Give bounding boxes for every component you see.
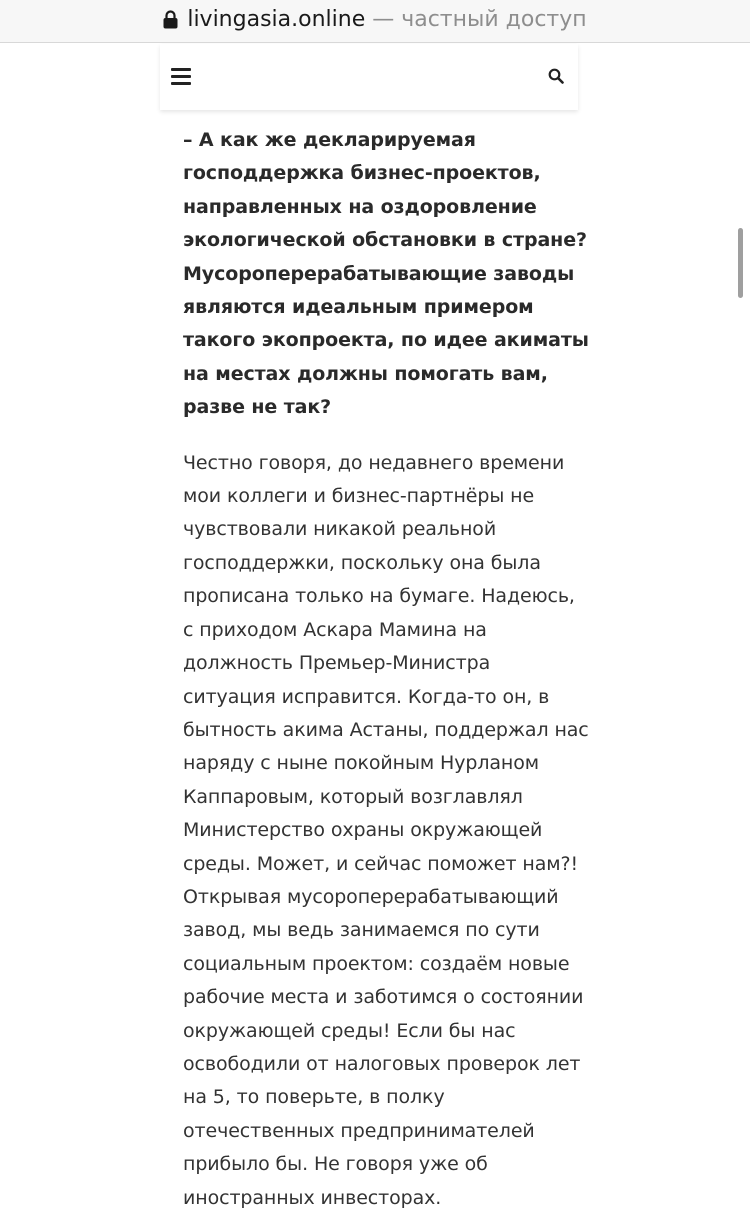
question-line: Мусороперерабатывающие заводы xyxy=(183,262,575,285)
interview-question xyxy=(183,124,589,425)
answer-line: социальным проектом: создаём новые xyxy=(183,952,570,975)
url-domain: livingasia.online xyxy=(187,6,366,32)
article-body xyxy=(183,124,589,1215)
question-line: такого экопроекта, по идее акиматы xyxy=(183,329,589,352)
answer-line: с приходом Аскара Мамина на xyxy=(183,618,487,641)
interview-answer xyxy=(183,447,589,1215)
answer-line: должность Премьер-Министра xyxy=(183,652,491,675)
question-line: на местах должны помогать вам, xyxy=(183,362,548,385)
site-header xyxy=(160,44,578,110)
answer-line: Открывая мусороперерабатывающий xyxy=(183,885,559,908)
url-display[interactable] xyxy=(163,7,586,32)
answer-line: чувствовали никакой реальной xyxy=(183,518,497,541)
answer-line: ситуация исправится. Когда-то он, в xyxy=(183,685,550,708)
question-line: разве не так? xyxy=(183,396,332,419)
url-access-note: частный доступ xyxy=(401,6,587,32)
answer-line: Честно говоря, до недавнего времени xyxy=(183,451,565,474)
answer-line: рабочие места и заботимся о состоянии xyxy=(183,986,584,1009)
answer-line: Каппаровым, который возглавлял xyxy=(183,785,523,808)
url-separator: — xyxy=(372,6,395,32)
question-line: господдержка бизнес-проектов, xyxy=(183,162,541,185)
question-line: являются идеальным примером xyxy=(183,296,534,319)
answer-line: на 5, то поверьте, в полку xyxy=(183,1086,445,1109)
browser-url-bar[interactable] xyxy=(0,0,750,43)
answer-line: Министерство охраны окружающей xyxy=(183,819,543,842)
answer-line: иностранных инвесторах. xyxy=(183,1186,442,1209)
answer-line: прописана только на бумаге. Надеюсь, xyxy=(183,585,575,608)
page-scrollbar[interactable] xyxy=(738,228,743,298)
answer-line: окружающей среды! Если бы нас xyxy=(183,1019,516,1042)
answer-line: господдержки, поскольку она была xyxy=(183,551,541,574)
lock-icon xyxy=(163,10,178,29)
question-line: – А как же декларируемая xyxy=(183,129,476,151)
answer-line: завод, мы ведь занимаемся по сути xyxy=(183,919,540,942)
answer-line: бытность акима Астаны, поддержал нас xyxy=(183,718,589,741)
answer-line: отечественных предпринимателей xyxy=(183,1119,535,1142)
answer-line: мои коллеги и бизнес-партнёры не xyxy=(183,485,535,508)
answer-line: среды. Может, и сейчас поможет нам?! xyxy=(183,852,579,875)
question-line: экологической обстановки в стране? xyxy=(183,229,587,252)
question-line: направленных на оздоровление xyxy=(183,195,537,218)
answer-line: освободили от налоговых проверок лет xyxy=(183,1052,581,1075)
search-icon[interactable] xyxy=(548,68,564,84)
answer-line: прибыло бы. Не говоря уже об xyxy=(183,1153,488,1176)
answer-line: наряду с ныне покойным Нурланом xyxy=(183,752,539,775)
hamburger-menu-icon[interactable] xyxy=(171,68,191,86)
